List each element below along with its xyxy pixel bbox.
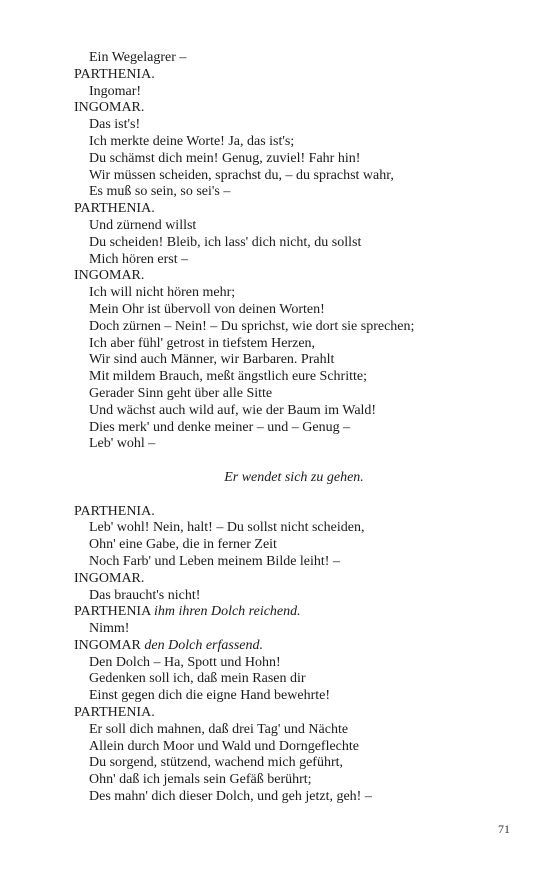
verse-line: Mich hören erst – <box>89 251 189 267</box>
speaker-label: INGOMAR. <box>74 100 145 116</box>
stage-direction-inline: ihm ihren Dolch reichend. <box>153 604 301 620</box>
speaker-name <box>74 268 534 285</box>
verse-line: Wir sind auch Männer, wir Barbaren. Prahlt <box>89 352 335 368</box>
speaker-name <box>74 571 534 588</box>
speaker-name <box>74 638 534 655</box>
speaker-name <box>74 504 534 521</box>
verse-line: Mein Ohr ist übervoll von deinen Worten! <box>89 301 325 317</box>
verse-line: Ohn' eine Gabe, die in ferner Zeit <box>89 537 277 553</box>
verse-line: Du scheiden! Bleib, ich lass' dich nicht, du sollst <box>89 234 362 250</box>
verse-line: Mit mildem Brauch, meßt ängstlich eure Schritte; <box>89 369 367 385</box>
verse-line: Und wächst auch wild auf, wie der Baum im Wald! <box>89 402 377 418</box>
verse-line: Gedenken soll ich, daß mein Rasen dir <box>89 671 306 687</box>
verse-line: Allein durch Moor und Wald und Dorngeflechte <box>89 738 359 754</box>
verse-line: Du schämst dich mein! Genug, zuviel! Fahr hin! <box>89 150 361 166</box>
verse-line: Ohn' daß ich jemals sein Gefäß berührt; <box>89 772 312 788</box>
speaker-label: INGOMAR. <box>74 570 145 586</box>
speaker-label: INGOMAR <box>74 637 141 653</box>
verse-line: Das braucht's nicht! <box>89 587 201 603</box>
blank-line <box>74 487 534 504</box>
verse-line: Ingomar! <box>89 83 142 99</box>
speaker-label: PARTHENIA <box>74 604 151 620</box>
verse-line: Ich will nicht hören mehr; <box>89 285 236 301</box>
verse-line: Einst gegen dich die eigne Hand bewehrte! <box>89 688 331 704</box>
verse-line: Ich aber fühl' getrost in tiefstem Herzen, <box>89 335 316 351</box>
verse-line: Und zürnend willst <box>89 217 197 233</box>
verse-line: Ich merkte deine Worte! Ja, das ist's; <box>89 133 295 149</box>
speaker-name <box>74 67 534 84</box>
verse-line: Ein Wegelagrer – <box>89 50 187 65</box>
verse-line: Das ist's! <box>89 117 141 133</box>
verse-line: Den Dolch – Ha, Spott und Hohn! <box>89 654 281 670</box>
verse-line: Gerader Sinn geht über alle Sitte <box>89 385 273 401</box>
speaker-name <box>74 604 534 621</box>
play-text <box>74 50 534 806</box>
verse-line: Des mahn' dich dieser Dolch, und geh jetzt, geh! – <box>89 789 372 805</box>
verse-line: Leb' wohl! Nein, halt! – Du sollst nicht scheiden, <box>89 520 365 536</box>
speaker-name <box>74 201 534 218</box>
stage-direction: Er wendet sich zu gehen. <box>224 469 364 485</box>
verse-line: Leb' wohl – <box>89 436 156 452</box>
speaker-label: PARTHENIA. <box>74 705 155 721</box>
verse-line: Nimm! <box>89 621 130 637</box>
speaker-label: PARTHENIA. <box>74 66 155 82</box>
page-number: 71 <box>498 822 510 836</box>
verse-line: Du sorgend, stützend, wachend mich geführt, <box>89 755 344 771</box>
verse-line: Es muß so sein, so sei's – <box>89 184 231 200</box>
stage-direction-inline: den Dolch erfassend. <box>144 637 263 653</box>
speaker-label: PARTHENIA. <box>74 201 155 217</box>
verse-line: Dies merk' und denke meiner – und – Genug – <box>89 419 351 435</box>
speaker-name <box>74 100 534 117</box>
speaker-name <box>74 705 534 722</box>
verse-line: Noch Farb' und Leben meinem Bilde leiht! – <box>89 553 340 569</box>
verse-line: Er soll dich mahnen, daß drei Tag' und Nächte <box>89 721 349 737</box>
verse-line: Wir müssen scheiden, sprachst du, – du sprachst wahr, <box>89 167 394 183</box>
speaker-label: INGOMAR. <box>74 268 145 284</box>
speaker-label: PARTHENIA. <box>74 503 155 519</box>
verse-line: Doch zürnen – Nein! – Du sprichst, wie dort sie sprechen; <box>89 318 415 334</box>
blank-line <box>74 453 534 470</box>
